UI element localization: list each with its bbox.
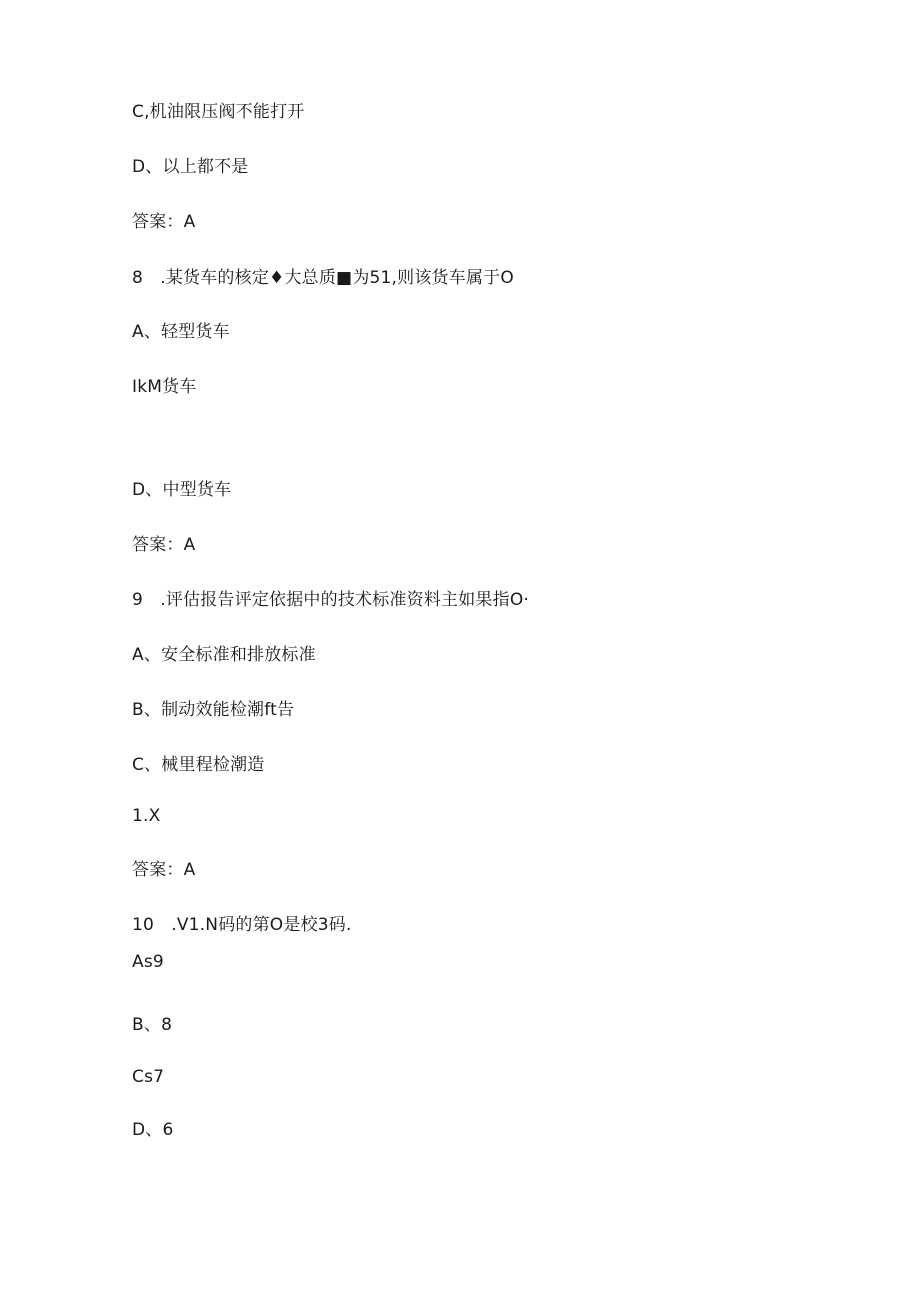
answer-text: 答案：A: [132, 212, 196, 232]
question-9-text: 9 .评估报告评定依据中的技术标准资料主如果指O·: [132, 590, 530, 610]
option-b-text: B、制动效能检潮ft告: [132, 700, 295, 720]
question-8-text: 8 .某货车的核定♦大总质■为51,则该货车属于O: [132, 268, 514, 288]
option-a-text: As9: [132, 952, 164, 972]
option-a-text: A、轻型货车: [132, 322, 230, 342]
option-c-text: Cs7: [132, 1067, 165, 1087]
answer-text: 答案：A: [132, 860, 196, 880]
option-b-text: B、8: [132, 1015, 173, 1035]
option-d-text: D、6: [132, 1120, 174, 1140]
option-d-text: D、中型货车: [132, 480, 232, 500]
option-extra-text: 1.X: [132, 806, 161, 826]
option-a-text: A、安全标准和排放标准: [132, 645, 316, 665]
option-b-text: IkM货车: [132, 377, 197, 397]
question-10-text: 10 .V1.N码的第O是校3码.: [132, 915, 352, 935]
answer-text: 答案：A: [132, 535, 196, 555]
option-d-text: D、以上都不是: [132, 157, 249, 177]
option-c-text: C,机油限压阀不能打开: [132, 102, 305, 122]
option-c-text: C、械里程检潮造: [132, 755, 265, 775]
